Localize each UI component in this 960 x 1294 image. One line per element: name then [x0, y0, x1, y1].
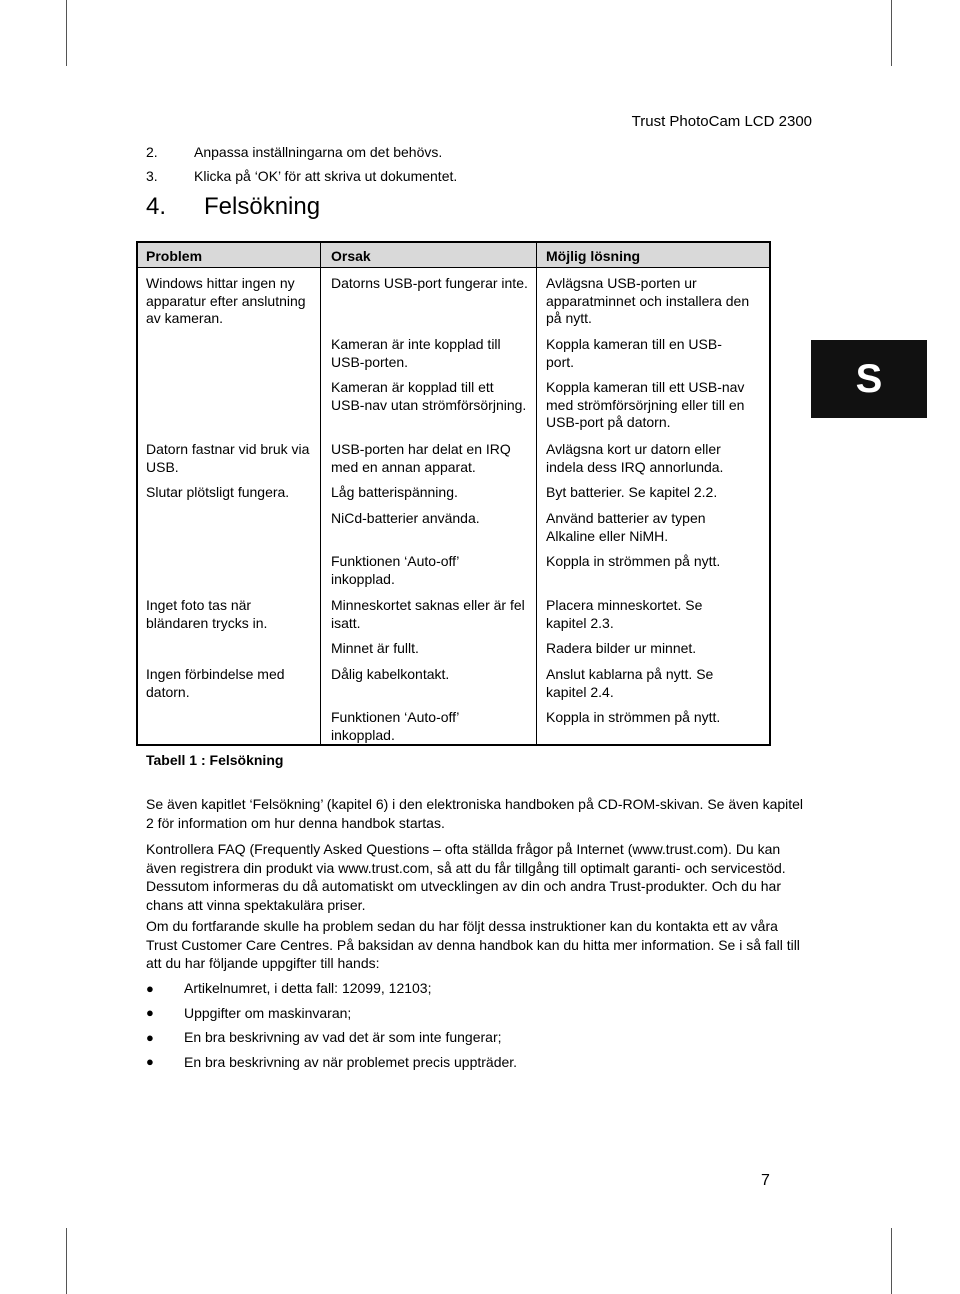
step-number: 2.	[146, 144, 158, 160]
section-number: 4.	[146, 193, 167, 220]
list-item	[146, 1050, 517, 1075]
step-item	[146, 140, 457, 164]
column-divider	[536, 241, 537, 746]
step-number: 3.	[146, 168, 158, 184]
cause-cell: Funktionen ‘Auto-off’ inkopplad.	[331, 709, 459, 743]
paragraph: Om du fortfarande skulle ha problem sedan du har följt dessa instruktioner kan du kontakta ett av våra Trust Customer Care Centres. På baksidan av denna handbok kan du hitta mer information. Se i så fall till att du har följande uppgifter till hands:	[146, 918, 800, 971]
language-tab: S	[811, 340, 927, 418]
bullet-icon: ●	[146, 1005, 154, 1021]
problem-cell: Inget foto tas när bländaren trycks in.	[146, 597, 268, 631]
solution-cell: Koppla in strömmen på nytt.	[546, 553, 721, 569]
cause-cell: Minnet är fullt.	[331, 640, 419, 656]
column-header-solution: Möjlig lösning	[546, 248, 641, 264]
problem-cell: Ingen förbindelse med datorn.	[146, 666, 285, 700]
header-product-name: Trust PhotoCam LCD 2300	[631, 113, 812, 130]
bullet-icon: ●	[146, 980, 154, 996]
cause-cell: Kameran är kopplad till ett USB-nav utan strömförsörjning.	[331, 379, 527, 413]
paragraph: Se även kapitlet ‘Felsökning’ (kapitel 6) i den elektroniska handboken på CD-ROM-skivan. Se även kapitel 2 för information om hur denna handbok startas.	[146, 796, 804, 831]
cause-cell: Funktionen ‘Auto-off’ inkopplad.	[331, 553, 459, 587]
solution-cell: Använd batterier av typen Alkaline eller NiMH.	[546, 510, 706, 544]
cause-cell: Minneskortet saknas eller är fel isatt.	[331, 597, 525, 631]
cause-cell: USB-porten har delat en IRQ med en annan apparat.	[331, 441, 511, 475]
step-text: Anpassa inställningarna om det behövs.	[194, 144, 443, 160]
list-item-text: Artikelnumret, i detta fall: 12099, 12103;	[184, 980, 432, 997]
solution-cell: Radera bilder ur minnet.	[546, 640, 697, 656]
bullet-icon: ●	[146, 1029, 154, 1045]
crop-mark-top-left	[66, 0, 67, 66]
list-item	[146, 976, 517, 1001]
section-heading	[146, 193, 320, 221]
table-caption: Tabell 1 : Felsökning	[146, 752, 284, 768]
solution-cell: Avlägsna USB-porten ur apparatminnet och installera den på nytt.	[546, 275, 750, 326]
list-item-text: Uppgifter om maskinvaran;	[184, 1004, 352, 1021]
list-item-text: En bra beskrivning av vad det är som inte fungerar;	[184, 1029, 502, 1046]
crop-mark-top-right	[891, 0, 892, 66]
solution-cell: Anslut kablarna på nytt. Se kapitel 2.4.	[546, 666, 714, 700]
problem-cell: Windows hittar ingen ny apparatur efter anslutning av kameran.	[146, 275, 306, 326]
bullet-list	[146, 976, 517, 1074]
solution-cell: Placera minneskortet. Se kapitel 2.3.	[546, 597, 703, 631]
paragraph: Kontrollera FAQ (Frequently Asked Questions – ofta ställda frågor på Internet (www.trust.com). Du kan även registrera din produkt via www.trust.com, så att du får tillgång till optimalt garanti- och servicestöd. Dessutom informeras du då automatiskt om utvecklingen av din och andra Trust-produkter. Och du har chans att vinna spektakulära priser.	[146, 841, 786, 913]
column-divider	[320, 241, 321, 746]
crop-mark-bottom-right	[891, 1228, 892, 1294]
problem-cell: Slutar plötsligt fungera.	[146, 484, 290, 500]
cause-cell: Låg batterispänning.	[331, 484, 458, 500]
problem-cell: Datorn fastnar vid bruk via USB.	[146, 441, 310, 475]
list-item-text: En bra beskrivning av när problemet precis uppträder.	[184, 1053, 518, 1070]
list-item	[146, 1001, 517, 1026]
solution-cell: Avlägsna kort ur datorn eller indela dess IRQ annorlunda.	[546, 441, 724, 475]
column-header-problem: Problem	[146, 248, 203, 264]
bullet-icon: ●	[146, 1054, 154, 1070]
section-title: Felsökning	[204, 193, 321, 220]
solution-cell: Koppla kameran till ett USB-nav med strömförsörjning eller till en USB-port på datorn.	[546, 379, 745, 430]
step-text: Klicka på ‘OK’ för att skriva ut dokumentet.	[194, 168, 458, 184]
solution-cell: Byt batterier. Se kapitel 2.2.	[546, 484, 718, 500]
cause-cell: Datorns USB-port fungerar inte.	[331, 275, 528, 291]
step-item	[146, 164, 457, 188]
cause-cell: NiCd-batterier använda.	[331, 510, 480, 526]
column-header-cause: Orsak	[331, 248, 371, 264]
solution-cell: Koppla kameran till en USB-port.	[546, 336, 722, 370]
page-number: 7	[761, 1172, 770, 1189]
step-list	[146, 140, 457, 188]
cause-cell: Kameran är inte kopplad till USB-porten.	[331, 336, 501, 370]
list-item	[146, 1025, 517, 1050]
crop-mark-bottom-left	[66, 1228, 67, 1294]
solution-cell: Koppla in strömmen på nytt.	[546, 709, 721, 725]
cause-cell: Dålig kabelkontakt.	[331, 666, 450, 682]
